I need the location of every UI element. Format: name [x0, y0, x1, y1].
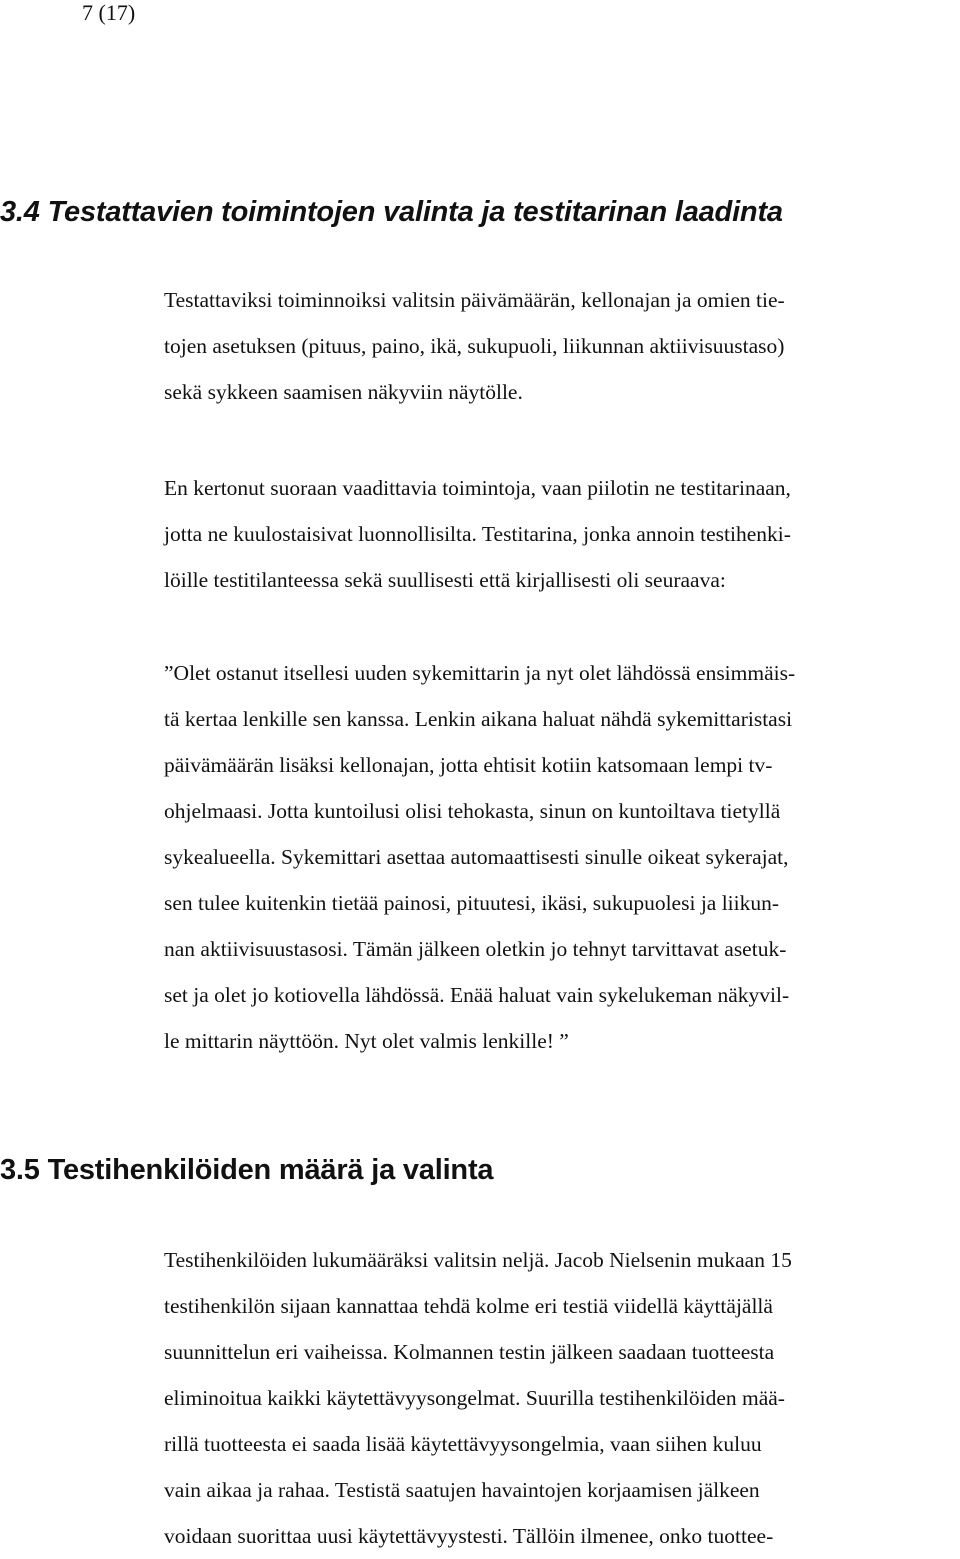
section-number: 3.5 — [0, 1154, 40, 1186]
text-line: rillä tuotteesta ei saada lisää käytettävyysongelmia, vaan siihen kuluu — [164, 1432, 762, 1456]
paragraph-tested-functions — [164, 277, 954, 415]
paragraph-test-story-quote — [164, 650, 954, 1064]
text-line: suunnittelun eri vaiheissa. Kolmannen testin jälkeen saadaan tuotteesta — [164, 1340, 775, 1364]
text-line: Testattaviksi toiminnoiksi valitsin päivämäärän, kellonajan ja omien tie- — [164, 288, 785, 312]
text-line: sen tulee kuitenkin tietää painosi, pituutesi, ikäsi, sukupuolesi ja liikun- — [164, 891, 780, 915]
text-line: Testihenkilöiden lukumääräksi valitsin neljä. Jacob Nielsenin mukaan 15 — [164, 1248, 792, 1272]
text-line: vain aikaa ja rahaa. Testistä saatujen havaintojen korjaamisen jälkeen — [164, 1478, 760, 1502]
text-line: tojen asetuksen (pituus, paino, ikä, sukupuoli, liikunnan aktiivisuustaso) — [164, 334, 785, 358]
section-title: Testihenkilöiden määrä ja valinta — [47, 1154, 494, 1186]
paragraph-test-participants — [164, 1237, 954, 1559]
text-line: jotta ne kuulostaisivat luonnollisilta. Testitarina, jonka annoin testihenki- — [164, 522, 791, 546]
text-line: sykealueella. Sykemittari asettaa automaattisesti sinulle oikeat sykerajat, — [164, 845, 789, 869]
text-line: ”Olet ostanut itsellesi uuden sykemittarin ja nyt olet lähdössä ensimmäis- — [164, 661, 796, 685]
text-line: le mittarin näyttöön. Nyt olet valmis lenkille! ” — [164, 1029, 569, 1053]
text-line: testihenkilön sijaan kannattaa tehdä kolme eri testiä viidellä käyttäjällä — [164, 1294, 773, 1318]
text-line: tä kertaa lenkille sen kanssa. Lenkin aikana haluat nähdä sykemittaristasi — [164, 707, 793, 731]
text-line: eliminoitua kaikki käytettävyysongelmat. Suurilla testihenkilöiden mää- — [164, 1386, 785, 1410]
text-line: löille testitilanteessa sekä suullisesti että kirjallisesti oli seuraava: — [164, 568, 726, 592]
text-line: sekä sykkeen saamisen näkyviin näytölle. — [164, 380, 523, 404]
section-heading-3-4 — [0, 194, 783, 230]
page-number: 7 (17) — [82, 0, 136, 25]
text-line: voidaan suorittaa uusi käytettävyystesti. Tällöin ilmenee, onko tuottee- — [164, 1524, 774, 1548]
paragraph-hidden-tasks — [164, 465, 954, 603]
text-line: En kertonut suoraan vaadittavia toimintoja, vaan piilotin ne testitarinaan, — [164, 476, 791, 500]
text-line: set ja olet jo kotiovella lähdössä. Enää haluat vain sykelukeman näkyvil- — [164, 983, 790, 1007]
text-line: nan aktiivisuustasosi. Tämän jälkeen oletkin jo tehnyt tarvittavat asetuk- — [164, 937, 787, 961]
section-heading-3-5 — [0, 1152, 493, 1188]
text-line: ohjelmaasi. Jotta kuntoilusi olisi tehokasta, sinun on kuntoiltava tietyllä — [164, 799, 781, 823]
text-line: päivämäärän lisäksi kellonajan, jotta ehtisit kotiin katsomaan lempi tv- — [164, 753, 773, 777]
section-number: 3.4 — [0, 196, 40, 228]
section-title: Testattavien toimintojen valinta ja testitarinan laadinta — [47, 196, 783, 228]
